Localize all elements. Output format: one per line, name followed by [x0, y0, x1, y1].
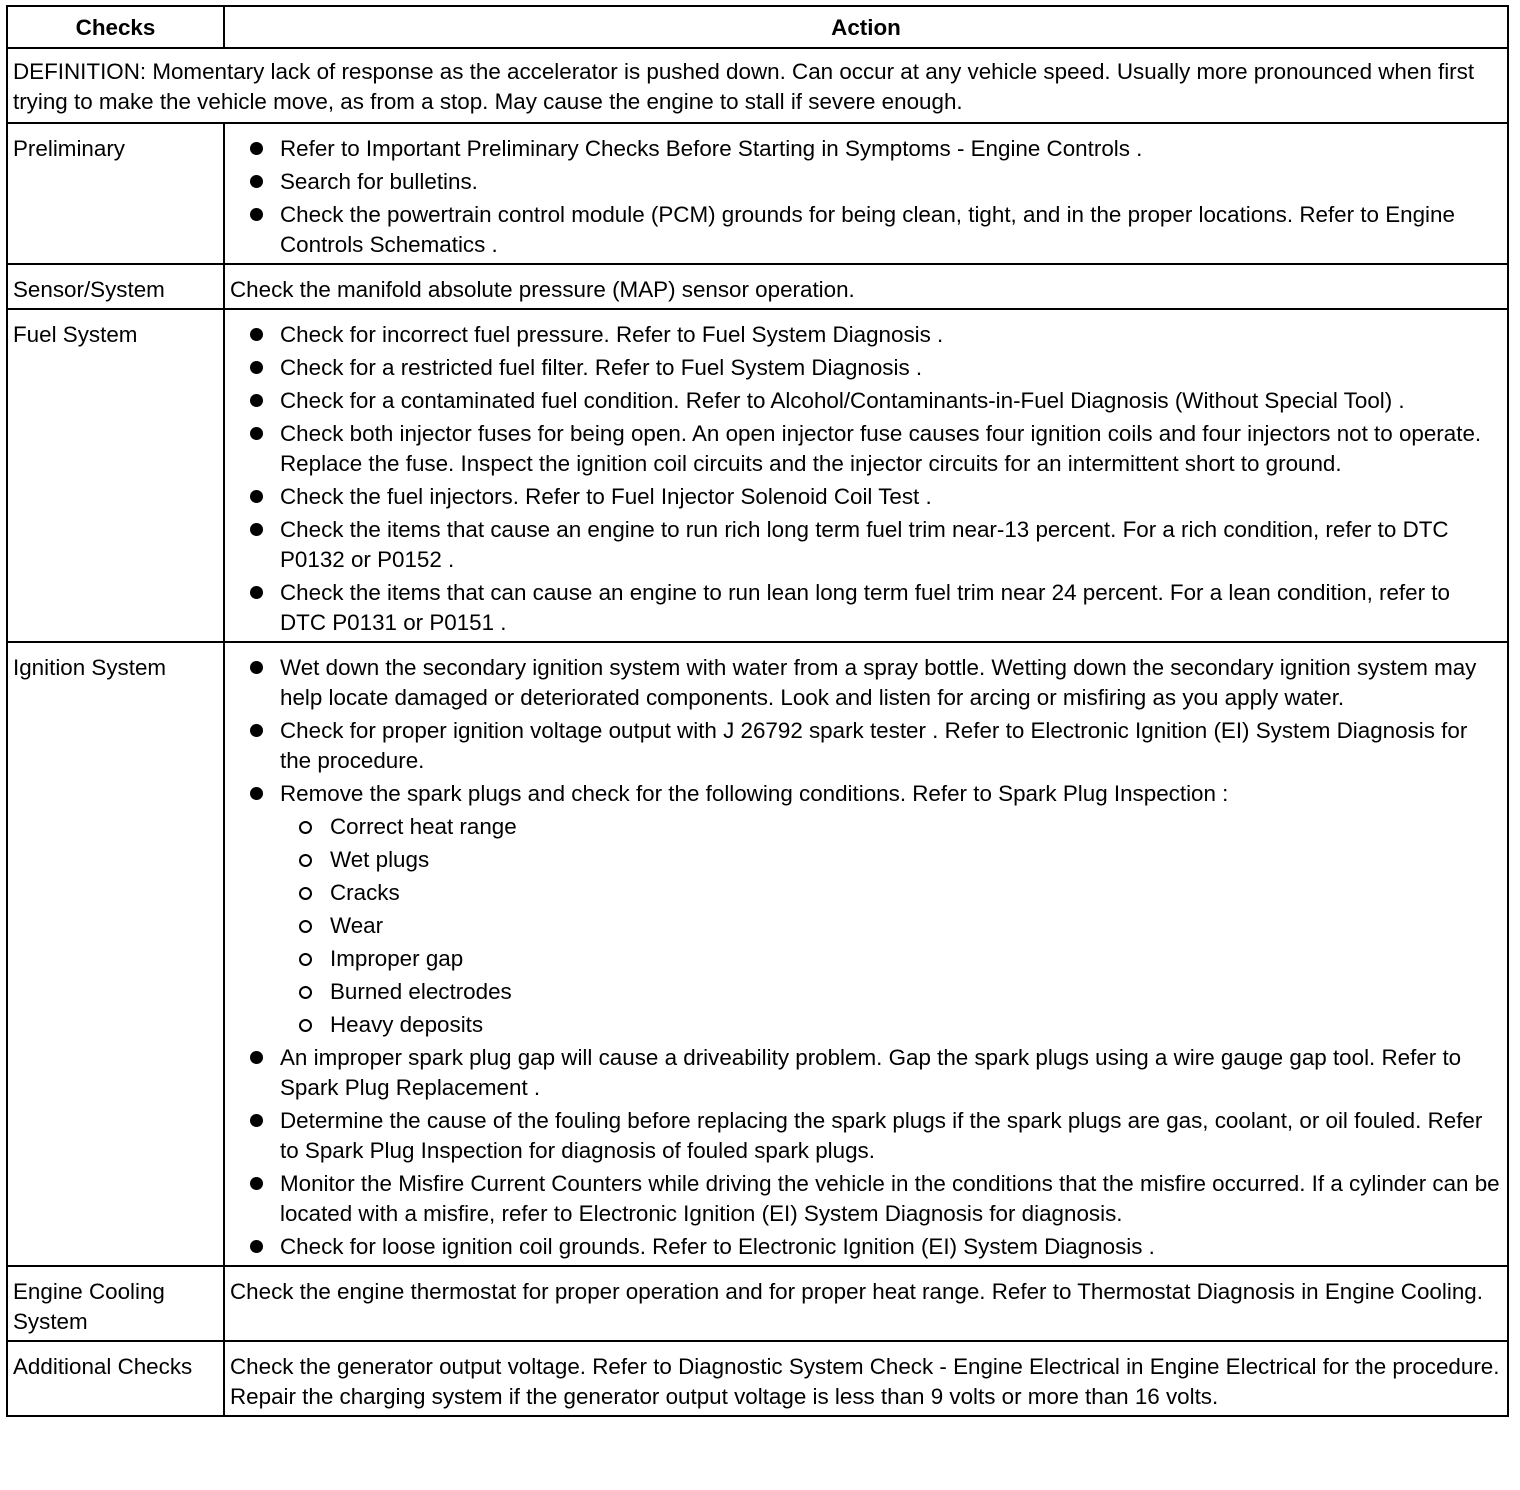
- sub-list-item: Burned electrodes: [330, 977, 1502, 1007]
- sub-list-item: Correct heat range: [330, 812, 1502, 842]
- sub-list-item: Wear: [330, 911, 1502, 941]
- action-cell-ignition: [224, 642, 1508, 1266]
- table-header-row: [7, 6, 1508, 48]
- action-text-cooling: Check the engine thermostat for proper operation and for proper heat range. Refer to Thermostat Diagnosis in Engine Cooling.: [224, 1266, 1508, 1341]
- spark-plug-conditions-list: [280, 812, 1502, 1040]
- table-row-additional: [7, 1341, 1508, 1416]
- action-text-sensor: Check the manifold absolute pressure (MAP) sensor operation.: [224, 264, 1508, 309]
- list-item: Check for incorrect fuel pressure. Refer to Fuel System Diagnosis .: [280, 320, 1502, 350]
- check-label-preliminary: Preliminary: [7, 123, 224, 264]
- symptom-table-page: [6, 5, 1507, 1417]
- list-item-with-sublist: [280, 779, 1502, 1040]
- action-text-additional: Check the generator output voltage. Refer to Diagnostic System Check - Engine Electrical in Engine Electrical for the procedure. Repair the charging system if the generator output voltage is less than 9 volts or more than 16 volts.: [224, 1341, 1508, 1416]
- list-item: Check for loose ignition coil grounds. Refer to Electronic Ignition (EI) System Diagnosis .: [280, 1232, 1502, 1262]
- list-item: Determine the cause of the fouling before replacing the spark plugs if the spark plugs are gas, coolant, or oil fouled. Refer to Spark Plug Inspection for diagnosis of fouled spark plugs.: [280, 1106, 1502, 1166]
- list-item: Check the fuel injectors. Refer to Fuel Injector Solenoid Coil Test .: [280, 482, 1502, 512]
- column-header-checks: Checks: [7, 6, 224, 48]
- sub-list-item: Wet plugs: [330, 845, 1502, 875]
- list-item: Check the items that can cause an engine to run lean long term fuel trim near 24 percent. For a lean condition, refer to DTC P0131 or P0151 .: [280, 578, 1502, 638]
- table-row-fuel: [7, 309, 1508, 642]
- definition-row: [7, 48, 1508, 123]
- sub-list-item: Heavy deposits: [330, 1010, 1502, 1040]
- list-item-text: Remove the spark plugs and check for the following conditions. Refer to Spark Plug Inspection :: [280, 781, 1229, 806]
- sub-list-item: Cracks: [330, 878, 1502, 908]
- preliminary-list: [230, 134, 1502, 260]
- symptom-checks-table: [6, 5, 1509, 1417]
- definition-text: DEFINITION: Momentary lack of response as the accelerator is pushed down. Can occur at any vehicle speed. Usually more pronounced when first trying to make the vehicle move, as from a stop. May cause the engine to stall if severe enough.: [7, 48, 1508, 123]
- list-item: Search for bulletins.: [280, 167, 1502, 197]
- table-row-cooling: [7, 1266, 1508, 1341]
- fuel-list: [230, 320, 1502, 638]
- action-cell-fuel: [224, 309, 1508, 642]
- check-label-ignition: Ignition System: [7, 642, 224, 1266]
- list-item: Check the powertrain control module (PCM) grounds for being clean, tight, and in the proper locations. Refer to Engine Controls Schematics .: [280, 200, 1502, 260]
- list-item: Check for proper ignition voltage output with J 26792 spark tester . Refer to Electronic Ignition (EI) System Diagnosis for the procedure.: [280, 716, 1502, 776]
- list-item: Refer to Important Preliminary Checks Before Starting in Symptoms - Engine Controls .: [280, 134, 1502, 164]
- table-row-preliminary: [7, 123, 1508, 264]
- check-label-additional: Additional Checks: [7, 1341, 224, 1416]
- check-label-fuel: Fuel System: [7, 309, 224, 642]
- check-label-sensor: Sensor/System: [7, 264, 224, 309]
- column-header-action: Action: [224, 6, 1508, 48]
- table-row-ignition: [7, 642, 1508, 1266]
- list-item: Check for a contaminated fuel condition. Refer to Alcohol/Contaminants-in-Fuel Diagnosis (Without Special Tool) .: [280, 386, 1502, 416]
- action-cell-preliminary: [224, 123, 1508, 264]
- sub-list-item: Improper gap: [330, 944, 1502, 974]
- list-item: Wet down the secondary ignition system with water from a spray bottle. Wetting down the secondary ignition system may help locate damaged or deteriorated components. Look and listen for arcing or misfiring as you apply water.: [280, 653, 1502, 713]
- list-item: Monitor the Misfire Current Counters while driving the vehicle in the conditions that the misfire occurred. If a cylinder can be located with a misfire, refer to Electronic Ignition (EI) System Diagnosis for diagnosis.: [280, 1169, 1502, 1229]
- ignition-list: [230, 653, 1502, 1262]
- list-item: Check for a restricted fuel filter. Refer to Fuel System Diagnosis .: [280, 353, 1502, 383]
- check-label-cooling: Engine Cooling System: [7, 1266, 224, 1341]
- list-item: Check both injector fuses for being open. An open injector fuse causes four ignition coils and four injectors not to operate. Replace the fuse. Inspect the ignition coil circuits and the injector circuits for an intermittent short to ground.: [280, 419, 1502, 479]
- list-item: Check the items that cause an engine to run rich long term fuel trim near-13 percent. For a rich condition, refer to DTC P0132 or P0152 .: [280, 515, 1502, 575]
- list-item: An improper spark plug gap will cause a driveability problem. Gap the spark plugs using a wire gauge gap tool. Refer to Spark Plug Replacement .: [280, 1043, 1502, 1103]
- table-row-sensor: [7, 264, 1508, 309]
